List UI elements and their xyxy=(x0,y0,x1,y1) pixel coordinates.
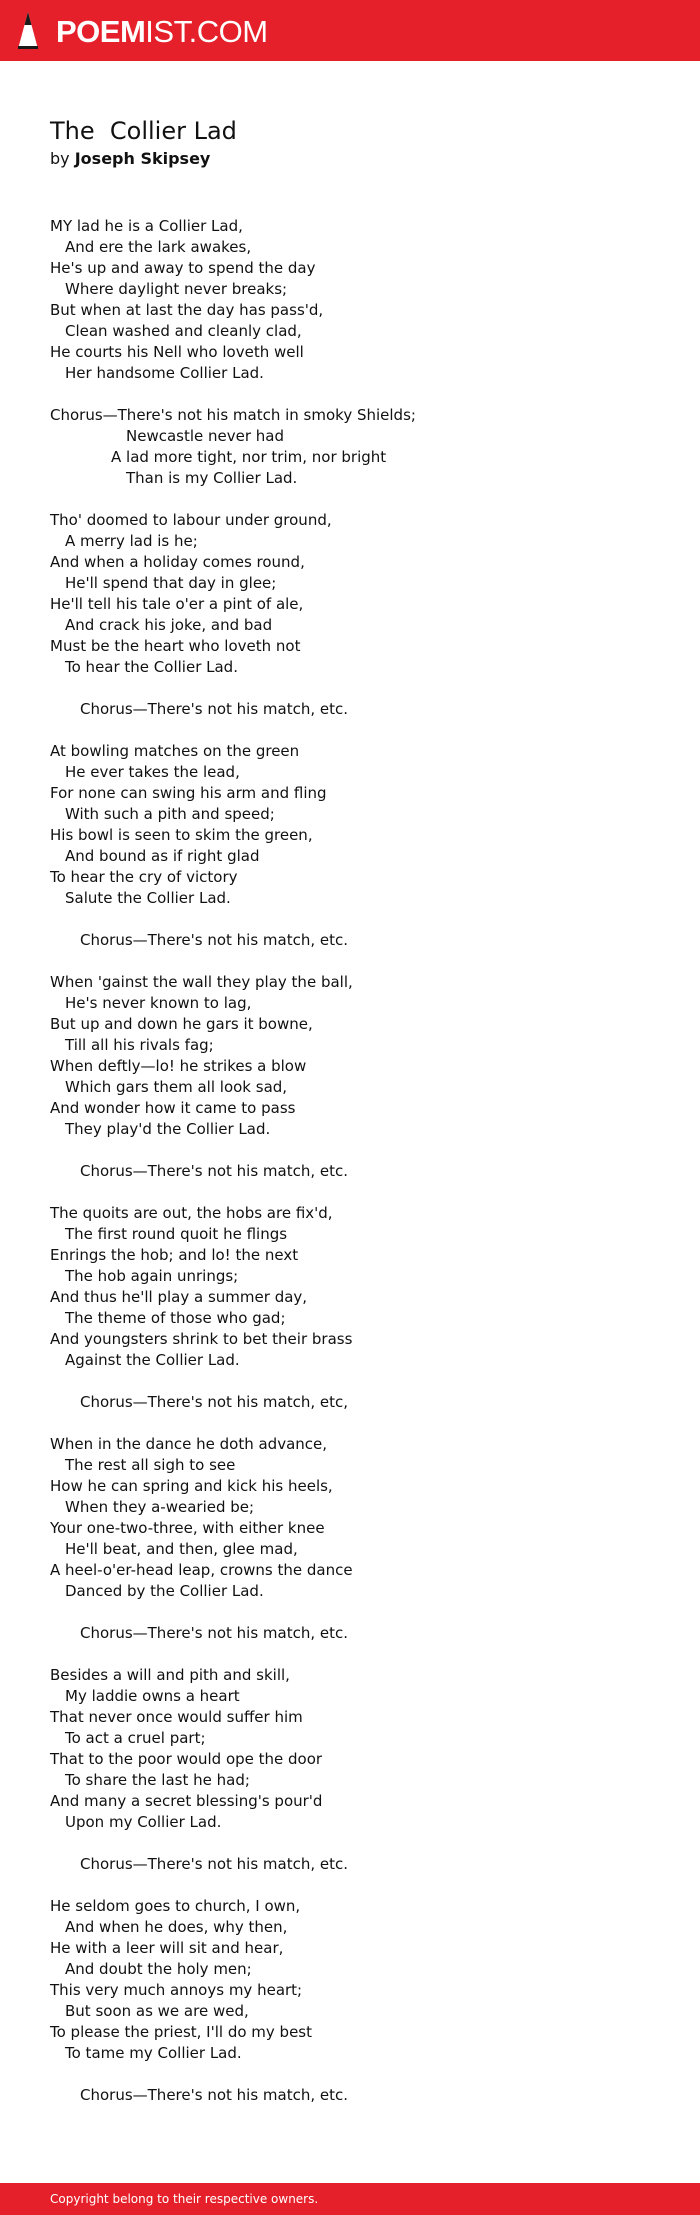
poem-line: Against the Collier Lad. xyxy=(65,1351,240,1369)
stanza-break xyxy=(50,1182,650,1203)
poem-line: To hear the Collier Lad. xyxy=(65,658,238,676)
poem-line: A lad more tight, nor trim, nor bright xyxy=(111,448,387,466)
stanza-break xyxy=(50,1140,650,1161)
poem-line: Chorus—There's not his match in smoky Shields; xyxy=(50,406,416,424)
poem-line: Till all his rivals fag; xyxy=(65,1036,214,1054)
poem-line: Chorus—There's not his match, etc. xyxy=(80,700,349,718)
poem-line: He with a leer will sit and hear, xyxy=(50,1939,284,1957)
poem-line: Must be the heart who loveth not xyxy=(50,637,301,655)
poem-line: Chorus—There's not his match, etc. xyxy=(80,1162,349,1180)
poem-line: Upon my Collier Lad. xyxy=(65,1813,222,1831)
poem-line: When deftly—lo! he strikes a blow xyxy=(50,1057,307,1075)
logo-wordmark xyxy=(56,13,268,49)
poem-line: He's never known to lag, xyxy=(65,994,252,1012)
poem-line: Besides a will and pith and skill, xyxy=(50,1666,290,1684)
poem-line: He'll spend that day in glee; xyxy=(65,574,277,592)
stanza-break xyxy=(50,678,650,699)
poem-line: That never once would suffer him xyxy=(50,1708,303,1726)
poem-line: To act a cruel part; xyxy=(65,1729,206,1747)
poem-line: Her handsome Collier Lad. xyxy=(65,364,264,382)
poem-line: Newcastle never had xyxy=(126,427,285,445)
stanza-break xyxy=(50,489,650,510)
poem-line: He ever takes the lead, xyxy=(65,763,240,781)
poem-line: He courts his Nell who loveth well xyxy=(50,343,304,361)
poem-line: The first round quoit he flings xyxy=(65,1225,288,1243)
poem-line: To share the last he had; xyxy=(65,1771,250,1789)
poem-line: Chorus—There's not his match, etc. xyxy=(80,931,349,949)
logo-light: IST.COM xyxy=(145,13,268,49)
site-footer xyxy=(0,2183,700,2215)
poem-line: He'll beat, and then, glee mad, xyxy=(65,1540,298,1558)
poem-line: At bowling matches on the green xyxy=(50,742,300,760)
poem-line: Chorus—There's not his match, etc. xyxy=(80,1624,349,1642)
poem-line: They play'd the Collier Lad. xyxy=(65,1120,271,1138)
poem-line: And crack his joke, and bad xyxy=(65,616,273,634)
poem-line: But when at last the day has pass'd, xyxy=(50,301,324,319)
logo-strong: POEM xyxy=(56,13,146,49)
site-logo[interactable] xyxy=(16,10,268,52)
poem-line: Chorus—There's not his match, etc. xyxy=(80,1855,349,1873)
stanza-break xyxy=(50,1371,650,1392)
poem-line: Chorus—There's not his match, etc, xyxy=(80,1393,349,1411)
poem-line: Enrings the hob; and lo! the next xyxy=(50,1246,299,1264)
poem-line: When 'gainst the wall they play the ball, xyxy=(50,973,353,991)
poem-line: The quoits are out, the hobs are fix'd, xyxy=(50,1204,333,1222)
poem-line: How he can spring and kick his heels, xyxy=(50,1477,333,1495)
poem-line: Tho' doomed to labour under ground, xyxy=(50,511,332,529)
poem-line: The hob again unrings; xyxy=(65,1267,239,1285)
poem-line: And thus he'll play a summer day, xyxy=(50,1288,308,1306)
poem-line: A merry lad is he; xyxy=(65,532,198,550)
poem-line: To tame my Collier Lad. xyxy=(65,2044,242,2062)
poem-line: Clean washed and cleanly clad, xyxy=(65,322,302,340)
poem-byline xyxy=(50,148,650,170)
poem-line: Which gars them all look sad, xyxy=(65,1078,288,1096)
stanza-break xyxy=(50,2064,650,2085)
poem-line: And bound as if right glad xyxy=(65,847,260,865)
stanza-break xyxy=(50,1413,650,1434)
poem-line: He seldom goes to church, I own, xyxy=(50,1897,301,1915)
copyright-text: Copyright belong to their respective owners. xyxy=(50,2192,319,2206)
poem-line: The rest all sigh to see xyxy=(65,1456,236,1474)
poem-line: His bowl is seen to skim the green, xyxy=(50,826,313,844)
stanza-break xyxy=(50,1644,650,1665)
poem-line: But up and down he gars it bowne, xyxy=(50,1015,313,1033)
poem-author[interactable]: Joseph Skipsey xyxy=(74,149,211,168)
poem-line: And wonder how it came to pass xyxy=(50,1099,296,1117)
poem-line: A heel-o'er-head leap, crowns the dance xyxy=(50,1561,353,1579)
poem-line: And when he does, why then, xyxy=(65,1918,288,1936)
poem-line: He'll tell his tale o'er a pint of ale, xyxy=(50,595,304,613)
poem-line: And doubt the holy men; xyxy=(65,1960,252,1978)
poem-line: Than is my Collier Lad. xyxy=(126,469,298,487)
poem-line: And youngsters shrink to bet their brass xyxy=(50,1330,353,1348)
stanza-break xyxy=(50,951,650,972)
stanza-break xyxy=(50,909,650,930)
poem-line: MY lad he is a Collier Lad, xyxy=(50,217,243,235)
poem-line: This very much annoys my heart; xyxy=(50,1981,303,1999)
poem-line: And ere the lark awakes, xyxy=(65,238,252,256)
poem-line: Danced by the Collier Lad. xyxy=(65,1582,264,1600)
poem-line: And many a secret blessing's pour'd xyxy=(50,1792,323,1810)
stanza-break xyxy=(50,1602,650,1623)
poem-content xyxy=(50,115,650,2106)
site-header xyxy=(0,0,700,61)
pencil-tip-icon xyxy=(16,11,40,51)
poem-line: Chorus—There's not his match, etc. xyxy=(80,2086,349,2104)
poem-line: With such a pith and speed; xyxy=(65,805,275,823)
by-label: by xyxy=(50,149,70,168)
poem-line: And when a holiday comes round, xyxy=(50,553,305,571)
stanza-break xyxy=(50,720,650,741)
poem-line: The theme of those who gad; xyxy=(65,1309,286,1327)
poem-line: To please the priest, I'll do my best xyxy=(50,2023,313,2041)
poem-line: Salute the Collier Lad. xyxy=(65,889,231,907)
poem-line: My laddie owns a heart xyxy=(65,1687,240,1705)
poem-line: To hear the cry of victory xyxy=(50,868,238,886)
stanza-break xyxy=(50,1875,650,1896)
stanza-break xyxy=(50,1833,650,1854)
poem-line: When they a-wearied be; xyxy=(65,1498,255,1516)
poem-title: The Collier Lad xyxy=(50,117,237,145)
poem-line: When in the dance he doth advance, xyxy=(50,1435,328,1453)
stanza-break xyxy=(50,384,650,405)
poem-body xyxy=(50,216,650,2106)
poem-line: Your one-two-three, with either knee xyxy=(50,1519,325,1537)
poem-line: Where daylight never breaks; xyxy=(65,280,288,298)
poem-line: That to the poor would ope the door xyxy=(50,1750,323,1768)
poem-line: He's up and away to spend the day xyxy=(50,259,316,277)
poem-line: For none can swing his arm and fling xyxy=(50,784,327,802)
poem-line: But soon as we are wed, xyxy=(65,2002,249,2020)
